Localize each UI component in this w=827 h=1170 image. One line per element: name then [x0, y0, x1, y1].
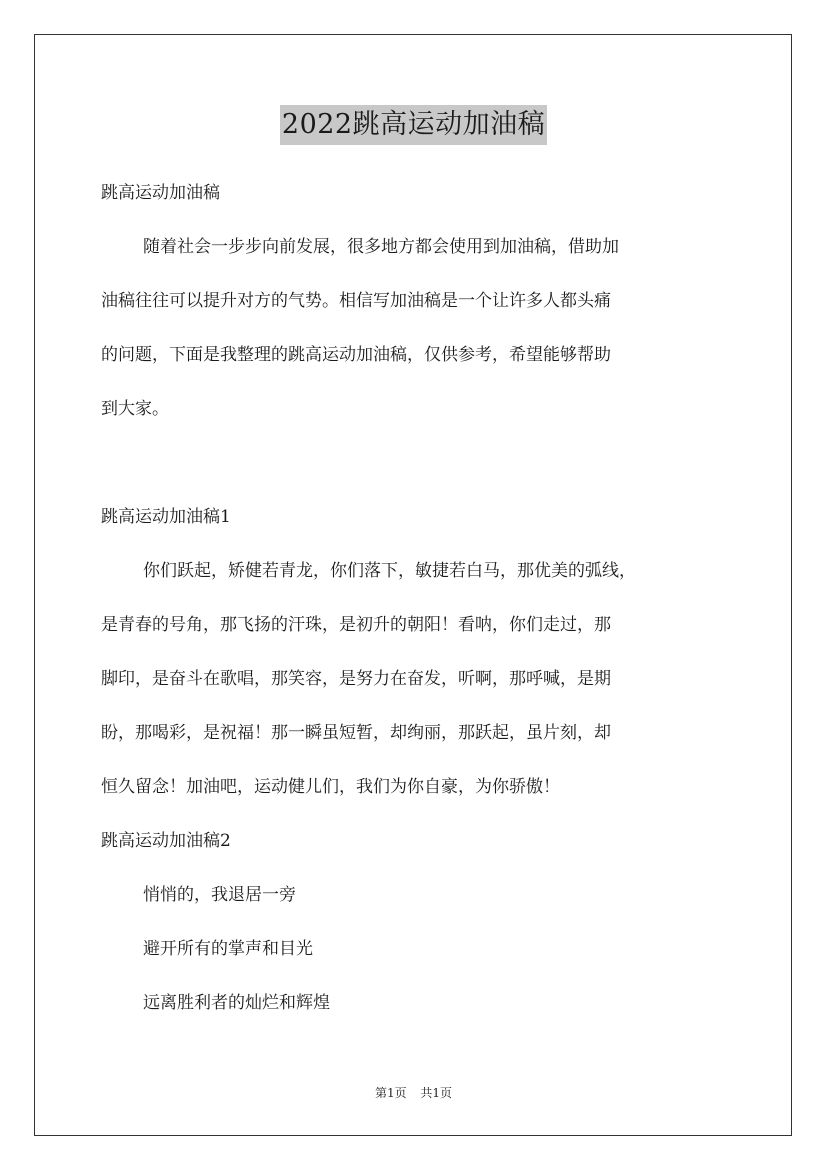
section1-heading: 跳高运动加油稿1 [101, 507, 231, 527]
document-body [101, 166, 731, 1030]
intro-line: 到大家。 [101, 399, 169, 419]
intro-line: 随着社会一步步向前发展，很多地方都会使用到加油稿，借助加 [143, 237, 619, 257]
section2-heading: 跳高运动加油稿2 [101, 831, 231, 851]
page-footer [0, 1084, 827, 1101]
page-total: 共1页 [420, 1086, 453, 1100]
poem-line: 悄悄的，我退居一旁 [143, 885, 296, 905]
document-title [0, 103, 827, 145]
section1-line: 是青春的号角，那飞扬的汗珠，是初升的朝阳！看呐，你们走过，那 [101, 615, 611, 635]
document-title-text: 2022跳高运动加油稿 [280, 105, 547, 145]
section1-line: 你们跃起，矫健若青龙，你们落下，敏捷若白马，那优美的弧线， [143, 561, 636, 581]
intro-line: 油稿往往可以提升对方的气势。相信写加油稿是一个让许多人都头痛 [101, 291, 611, 311]
blank-line [101, 436, 731, 490]
section1-line: 脚印，是奋斗在歌唱，那笑容，是努力在奋发，听啊，那呼喊，是期 [101, 669, 611, 689]
poem-line: 远离胜利者的灿烂和辉煌 [143, 993, 330, 1013]
page-number: 第1页 [374, 1086, 407, 1100]
intro-heading: 跳高运动加油稿 [101, 183, 220, 203]
poem-line: 避开所有的掌声和目光 [143, 939, 313, 959]
section1-line: 恒久留念！加油吧，运动健儿们，我们为你自豪，为你骄傲！ [101, 777, 560, 797]
section1-line: 盼，那喝彩，是祝福！那一瞬虽短暂，却绚丽，那跃起，虽片刻，却 [101, 723, 611, 743]
intro-line: 的问题，下面是我整理的跳高运动加油稿，仅供参考，希望能够帮助 [101, 345, 611, 365]
